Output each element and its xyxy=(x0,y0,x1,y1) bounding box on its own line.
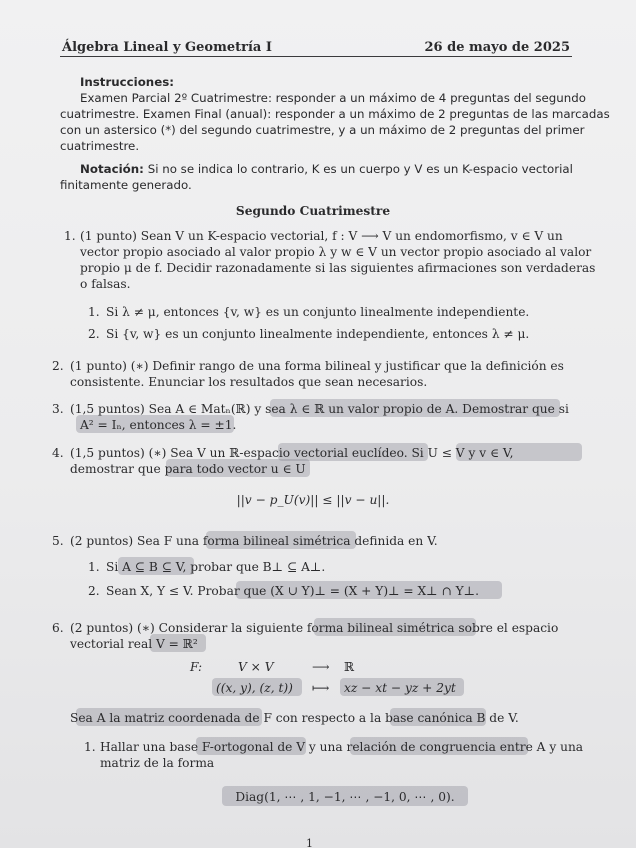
q1-line4: o falsas. xyxy=(80,277,131,291)
instructions-title: Instrucciones: xyxy=(80,75,174,89)
exam-date: 26 de mayo de 2025 xyxy=(424,40,570,55)
q1-line2: vector propio asociado al valor propio λ y w ∈ V un vector propio asociado al valor xyxy=(80,245,592,259)
q6-item1-line2: matriz de la forma xyxy=(100,756,215,770)
q4-number: 4. xyxy=(52,446,64,460)
q2-number: 2. xyxy=(52,359,64,373)
instructions-line3: con un astersico (*) del segundo cuatrimestre, y a un máximo de 2 preguntas del primer xyxy=(60,123,585,137)
q1-line3: propio μ de f. Decidir razonadamente si las siguientes afirmaciones son verdaderas xyxy=(80,261,596,275)
q6-number: 6. xyxy=(52,621,64,635)
course-title: Álgebra Lineal y Geometría I xyxy=(62,40,272,55)
header-rule xyxy=(60,56,572,57)
q5-item2: Sean X, Y ≤ V. Probar que (X ∪ Y)⊥ = (X + Y)⊥ = X⊥ ∩ Y⊥. xyxy=(106,584,479,598)
map-arrow-1: ⟶ xyxy=(312,660,330,674)
map-arrow-2: ⟼ xyxy=(312,681,330,695)
map-domain: V × V xyxy=(238,660,274,674)
q1-item2: Si {v, w} es un conjunto linealmente independiente, entonces λ ≠ μ. xyxy=(106,327,530,341)
q6-line2: vectorial real V = ℝ² xyxy=(70,637,198,651)
q1-line1: (1 punto) Sean V un K-espacio vectorial, f : V ⟶ V un endomorfismo, v ∈ V un xyxy=(80,229,563,243)
q3-number: 3. xyxy=(52,402,64,416)
map-input: ((x, y), (z, t)) xyxy=(216,681,293,695)
q3-line2: A² = Iₙ, entonces λ = ±1. xyxy=(80,418,237,432)
q6-line1: (2 puntos) (∗) Considerar la siguiente forma bilineal simétrica sobre el espacio xyxy=(70,621,559,635)
q4-formula xyxy=(0,492,626,508)
q5-item2-number: 2. xyxy=(88,584,100,598)
q2-line2: consistente. Enunciar los resultados que sean necesarios. xyxy=(70,375,428,389)
page-number: 1 xyxy=(306,837,313,848)
q1-item1: Si λ ≠ μ, entonces {v, w} es un conjunto linealmente independiente. xyxy=(106,305,530,319)
map-output: xz − xt − yz + 2yt xyxy=(344,681,456,695)
notation-line2: finitamente generado. xyxy=(60,178,192,192)
q6-diag xyxy=(0,789,636,805)
q4-line2: demostrar que para todo vector u ∈ U xyxy=(70,462,306,476)
q6-sea-line: Sea A la matriz coordenada de F con respecto a la base canónica B de V. xyxy=(70,711,519,725)
q1-item1-number: 1. xyxy=(88,305,100,319)
q3-line1: (1,5 puntos) Sea A ∈ Matₙ(ℝ) y sea λ ∈ ℝ un valor propio de A. Demostrar que si xyxy=(70,402,569,416)
q5-line1: (2 puntos) Sea F una forma bilineal simétrica definida en V. xyxy=(70,534,438,548)
q6-diag-text: Diag(1, ⋯ , 1, −1, ⋯ , −1, 0, ⋯ , 0). xyxy=(235,790,455,804)
notation-line1 xyxy=(80,161,573,177)
q1-item2-number: 2. xyxy=(88,327,100,341)
map-name: F: xyxy=(190,660,203,674)
q4-formula-text: ||v − p_U(v)|| ≤ ||v − u||. xyxy=(236,493,390,507)
q5-item1-number: 1. xyxy=(88,560,100,574)
q5-number: 5. xyxy=(52,534,64,548)
notation-text: Si no se indica lo contrario, K es un cuerpo y V es un K-espacio vectorial xyxy=(147,162,573,176)
section-title xyxy=(0,203,626,219)
q1-number: 1. xyxy=(64,229,76,243)
map-codomain: ℝ xyxy=(344,660,355,674)
q2-line1: (1 punto) (∗) Definir rango de una forma bilineal y justificar que la definición es xyxy=(70,359,564,373)
q4-line1: (1,5 puntos) (∗) Sea V un ℝ-espacio vectorial euclídeo. Si U ≤ V y v ∈ V, xyxy=(70,446,514,460)
instructions-line4: cuatrimestre. xyxy=(60,139,140,153)
q6-item1-line1: Hallar una base F-ortogonal de V y una relación de congruencia entre A y una xyxy=(100,740,584,754)
q5-item1: Si A ⊆ B ⊆ V, probar que B⊥ ⊆ A⊥. xyxy=(106,560,326,574)
instructions-line1: Examen Parcial 2º Cuatrimestre: responder a un máximo de 4 preguntas del segundo xyxy=(80,91,586,105)
notation-label: Notación: xyxy=(80,162,144,176)
instructions-line2: cuatrimestre. Examen Final (anual): responder a un máximo de 2 preguntas de las marcadas xyxy=(60,107,610,121)
section-title-text: Segundo Cuatrimestre xyxy=(235,204,391,218)
q6-item1-number: 1. xyxy=(84,740,96,754)
